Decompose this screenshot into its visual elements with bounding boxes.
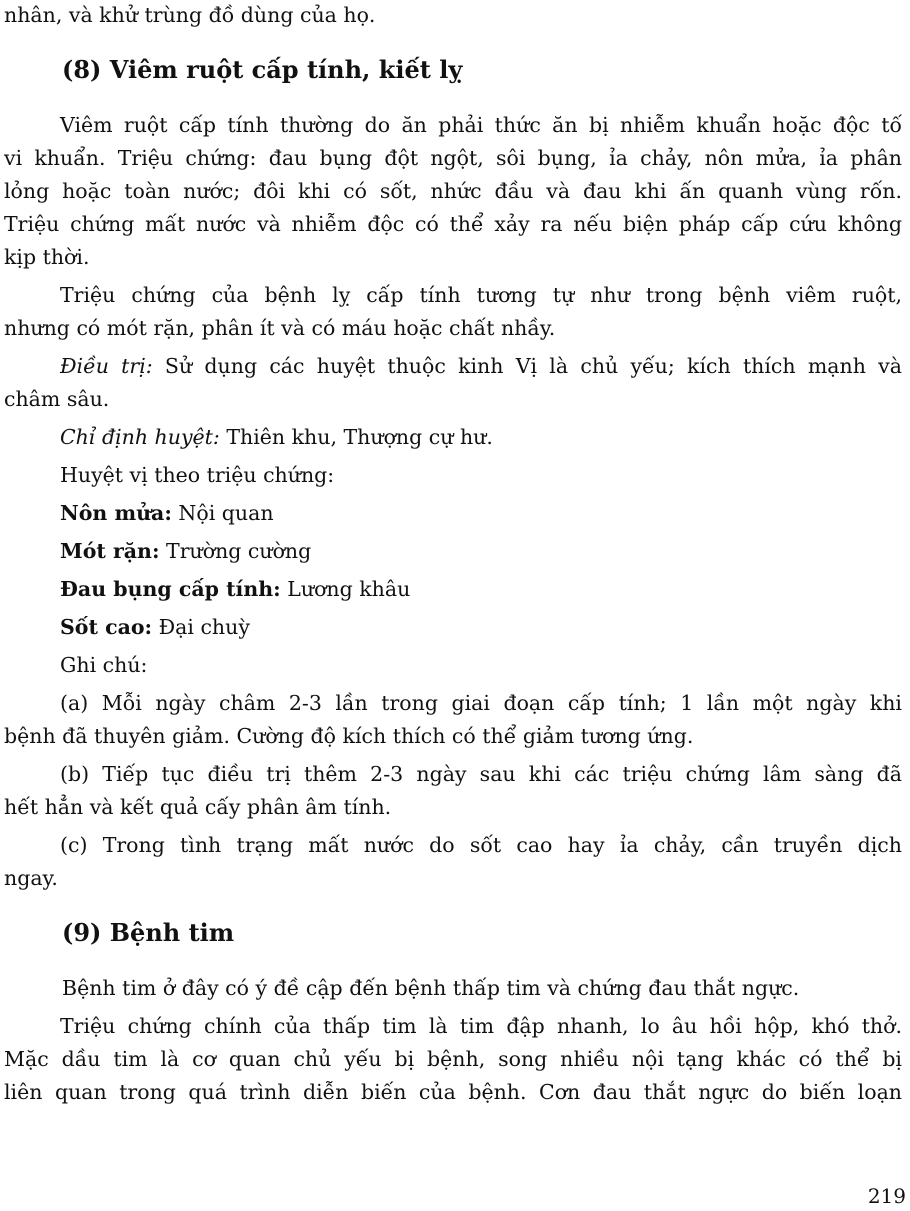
symptom-label: Mót rặn: [60, 539, 160, 563]
s8-p1-line-4: Triệu chứng mất nước và nhiễm độc có thể xảy ra nếu biện pháp cấp cứu không [4, 212, 902, 236]
intro-tail-line: nhân, và khử trùng đồ dùng của họ. [4, 3, 376, 27]
notes-label: Ghi chú: [60, 653, 148, 677]
symptom-row [60, 500, 274, 526]
symptom-row [60, 538, 311, 564]
treatment-label: Điều trị: [60, 354, 153, 378]
s8-p1-line-3: lỏng hoặc toàn nước; đôi khi có sốt, nhức đầu và đau khi ấn quanh vùng rốn. [4, 179, 902, 203]
s8-treatment-line-2: châm sâu. [4, 387, 110, 411]
s8-p2-line-1: Triệu chứng của bệnh lỵ cấp tính tương tự như trong bệnh viêm ruột, [60, 283, 902, 307]
symptom-value: Đại chuỳ [152, 615, 250, 639]
points-label: Chỉ định huyệt: [60, 425, 220, 449]
s9-p2-line-3: liên quan trong quá trình diễn biến của bệnh. Cơn đau thắt ngực do biến loạn [4, 1080, 902, 1104]
note-c-line-2: ngay. [4, 866, 58, 890]
symptom-label: Đau bụng cấp tính: [60, 577, 281, 601]
s9-p2-line-1: Triệu chứng chính của thấp tim là tim đập nhanh, lo âu hồi hộp, khó thở. [60, 1014, 902, 1038]
note-c-line-1: (c) Trong tình trạng mất nước do sốt cao hay ỉa chảy, cần truyền dịch [60, 833, 902, 857]
symptom-label: Sốt cao: [60, 615, 153, 639]
note-b-line-1: (b) Tiếp tục điều trị thêm 2-3 ngày sau khi các triệu chứng lâm sàng đã [60, 762, 902, 786]
symptom-row [60, 576, 410, 602]
section-9-heading: (9) Bệnh tim [62, 918, 235, 947]
s9-p2-line-2: Mặc dầu tim là cơ quan chủ yếu bị bệnh, song nhiều nội tạng khác có thể bị [4, 1047, 902, 1071]
section-8-heading: (8) Viêm ruột cấp tính, kiết lỵ [62, 55, 463, 84]
note-b-line-2: hết hẳn và kết quả cấy phân âm tính. [4, 795, 392, 819]
symptom-value: Trường cường [159, 539, 312, 563]
points-value: Thiên khu, Thượng cự hư. [219, 425, 493, 449]
symptom-value: Nội quan [171, 501, 274, 525]
symptom-value: Lương khâu [280, 577, 411, 601]
s9-p1-line: Bệnh tim ở đây có ý đề cập đến bệnh thấp tim và chứng đau thắt ngực. [62, 976, 800, 1000]
s8-by-symptom: Huyệt vị theo triệu chứng: [60, 463, 335, 487]
page-number: 219 [867, 1184, 906, 1208]
s8-p2-line-2: nhưng có mót rặn, phân ít và có máu hoặc chất nhầy. [4, 316, 556, 340]
treatment-text: Sử dụng các huyệt thuộc kinh Vị là chủ yếu; kích thích mạnh và [152, 354, 902, 378]
s8-treatment-line-1 [60, 353, 902, 379]
s8-p1-line-2: vi khuẩn. Triệu chứng: đau bụng đột ngột, sôi bụng, ỉa chảy, nôn mửa, ỉa phân [4, 146, 902, 170]
symptom-row [60, 614, 250, 640]
note-a-line-1: (a) Mỗi ngày châm 2-3 lần trong giai đoạn cấp tính; 1 lần một ngày khi [60, 691, 902, 715]
s8-p1-line-5: kịp thời. [4, 245, 90, 269]
s8-p1-line-1: Viêm ruột cấp tính thường do ăn phải thức ăn bị nhiễm khuẩn hoặc độc tố [60, 113, 902, 137]
symptom-label: Nôn mửa: [60, 501, 172, 525]
note-a-line-2: bệnh đã thuyên giảm. Cường độ kích thích có thể giảm tương ứng. [4, 724, 694, 748]
s8-points-line [60, 424, 493, 450]
